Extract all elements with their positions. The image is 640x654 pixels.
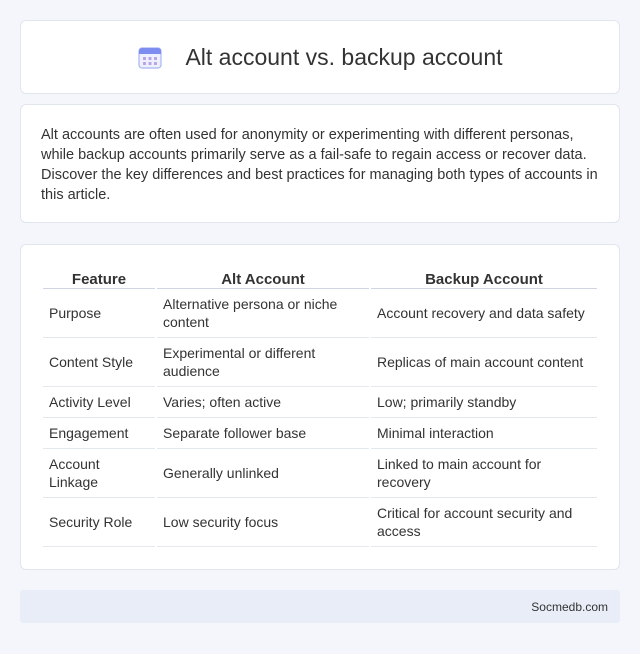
comparison-card <box>20 244 620 570</box>
row-backup: Minimal interaction <box>371 418 597 449</box>
comparison-table <box>41 265 599 547</box>
row-feature: Security Role <box>43 498 155 547</box>
table-row <box>43 289 597 338</box>
row-feature: Content Style <box>43 338 155 387</box>
row-feature: Account Linkage <box>43 449 155 498</box>
row-alt: Generally unlinked <box>157 449 369 498</box>
header-feature: Feature <box>43 265 155 289</box>
footer-site-link[interactable]: Socmedb.com <box>531 599 608 614</box>
row-alt: Low security focus <box>157 498 369 547</box>
row-feature: Purpose <box>43 289 155 338</box>
calendar-icon <box>137 44 163 70</box>
header-alt-account: Alt Account <box>157 265 369 289</box>
title-card <box>20 20 620 94</box>
header-backup-account: Backup Account <box>371 265 597 289</box>
row-alt: Alternative persona or niche content <box>157 289 369 338</box>
row-backup: Linked to main account for recovery <box>371 449 597 498</box>
row-feature: Activity Level <box>43 387 155 418</box>
row-backup: Account recovery and data safety <box>371 289 597 338</box>
row-feature: Engagement <box>43 418 155 449</box>
page-title: Alt account vs. backup account <box>185 43 503 70</box>
row-alt: Experimental or different audience <box>157 338 369 387</box>
row-alt: Varies; often active <box>157 387 369 418</box>
row-backup: Replicas of main account content <box>371 338 597 387</box>
footer <box>20 590 620 623</box>
table-row <box>43 418 597 449</box>
row-alt: Separate follower base <box>157 418 369 449</box>
table-row <box>43 449 597 498</box>
row-backup: Low; primarily standby <box>371 387 597 418</box>
table-header-row <box>43 265 597 289</box>
table-row <box>43 387 597 418</box>
table-row <box>43 338 597 387</box>
intro-card <box>20 104 620 223</box>
intro-paragraph: Alt accounts are often used for anonymity or experimenting with different personas, while backup accounts primarily serve as a fail-safe to regain access or recover data. Discover the key differences and best practices for managing both types of accounts in this article. <box>41 127 598 203</box>
table-row <box>43 498 597 547</box>
row-backup: Critical for account security and access <box>371 498 597 547</box>
